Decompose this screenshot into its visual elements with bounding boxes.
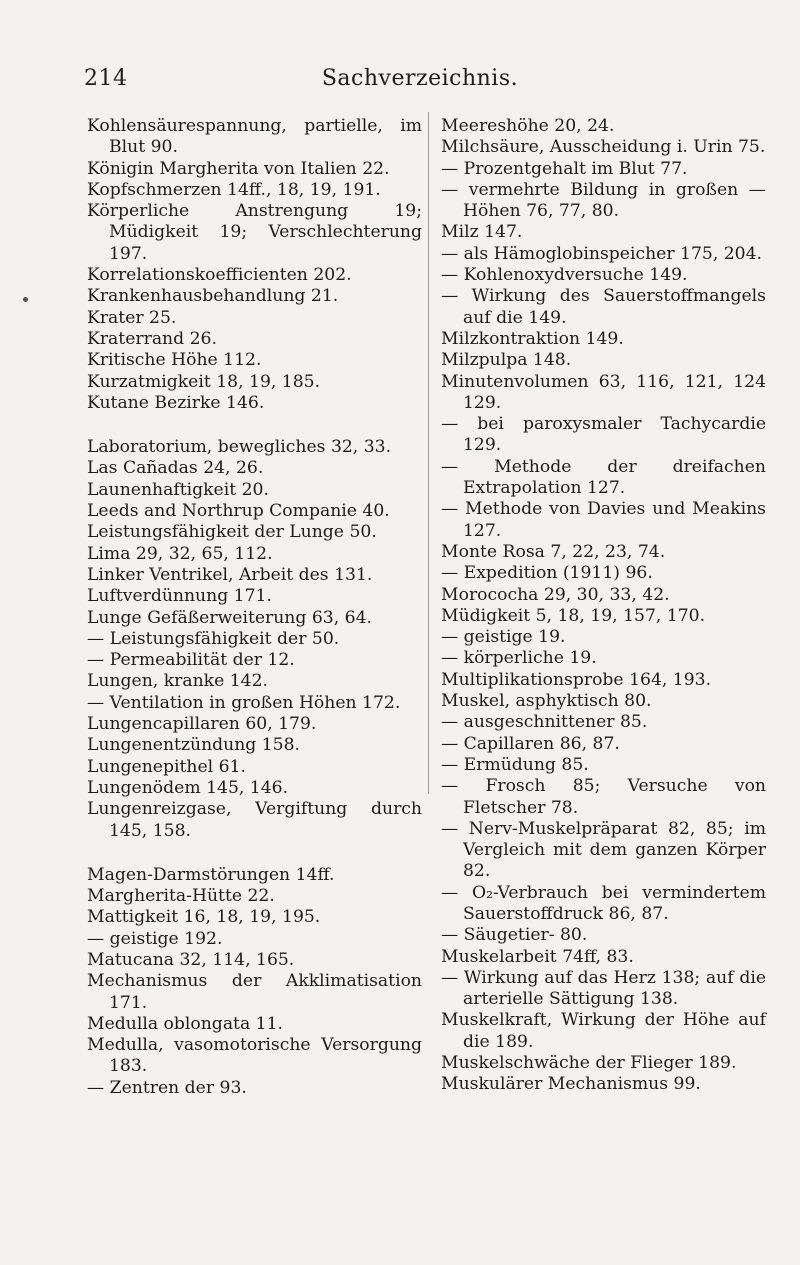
index-entry: — Zentren der 93. <box>87 1077 247 1098</box>
index-entry: Launenhaftigkeit 20. <box>87 479 269 500</box>
index-entry: — Prozentgehalt im Blut 77. <box>441 158 688 179</box>
index-entry: — Kohlenoxydversuche 149. <box>441 265 688 286</box>
index-entry: Mechanismus der Akklimatisation 171. <box>87 971 422 1013</box>
index-entry: Kopfschmerzen 14ff., 18, 19, 191. <box>87 179 381 200</box>
index-entry: — als Hämoglobinspeicher 175, 204. <box>441 243 763 264</box>
index-entry: — vermehrte Bildung in großen — Höhen 76, 77, 80. <box>441 179 766 222</box>
index-entry: Körperliche Anstrengung 19; Müdigkeit 19; Verschlechterung 197. <box>87 201 422 264</box>
index-entry: — Wirkung des Sauerstoffmangels auf die 149. <box>441 286 766 328</box>
index-entry: — Nerv-Muskelpräparat 82, 85; im Vergleich mit dem ganzen Körper 82. <box>441 818 766 882</box>
index-entry: Muskulärer Mechanismus 99. <box>441 1074 701 1095</box>
index-entry: — Säugetier- 80. <box>441 925 588 946</box>
index-entry: Lungen, kranke 142. <box>87 671 268 692</box>
index-entry: Kurzatmigkeit 18, 19, 185. <box>87 371 321 392</box>
index-column-right <box>441 116 766 1096</box>
index-entry: Lima 29, 32, 65, 112. <box>87 543 273 564</box>
index-entry: — Wirkung auf das Herz 138; auf die arterielle Sättigung 138. <box>441 967 766 1010</box>
index-entry: Minutenvolumen 63, 116, 121, 124 129. <box>441 371 766 413</box>
index-entry: — Leistungsfähigkeit der 50. <box>87 628 340 649</box>
index-entry: Morococha 29, 30, 33, 42. <box>441 584 670 605</box>
index-entry: Lunge Gefäßerweiterung 63, 64. <box>87 607 372 628</box>
index-entry: — Frosch 85; Versuche von Fletscher 78. <box>441 776 766 818</box>
index-entry: Leistungsfähigkeit der Lunge 50. <box>87 522 377 543</box>
index-entry: Lungenreizgase, Vergiftung durch 145, 158. <box>87 799 422 841</box>
index-entry: — geistige 19. <box>441 627 566 648</box>
index-entry: Muskelschwäche der Flieger 189. <box>441 1053 737 1074</box>
index-entry: Muskel, asphyktisch 80. <box>441 691 652 712</box>
index-entry: Muskelarbeit 74ff, 83. <box>441 946 634 967</box>
page-number: 214 <box>84 66 128 91</box>
index-entry: Monte Rosa 7, 22, 23, 74. <box>441 541 666 562</box>
index-entry: — Ventilation in großen Höhen 172. <box>87 692 401 713</box>
index-entry: Milchsäure, Ausscheidung i. Urin 75. <box>441 137 766 158</box>
index-entry: Medulla, vasomotorische Versorgung 183. <box>87 1035 422 1077</box>
index-entry: Kohlensäurespannung, partielle, im Blut 90. <box>87 116 422 158</box>
index-entry: Margherita-Hütte 22. <box>87 886 275 907</box>
index-entry: Müdigkeit 5, 18, 19, 157, 170. <box>441 605 706 626</box>
index-entry: Milz 147. <box>441 222 523 243</box>
index-entry: Muskelkraft, Wirkung der Höhe auf die 189. <box>441 1010 766 1052</box>
index-entry: — Capillaren 86, 87. <box>441 733 620 754</box>
index-entry: — Methode der dreifachen Extrapolation 127. <box>441 456 766 499</box>
index-entry: Meereshöhe 20, 24. <box>441 116 615 136</box>
index-entry: Lungenödem 145, 146. <box>87 777 289 798</box>
index-entry: Kutane Bezirke 146. <box>87 392 265 413</box>
index-entry: Königin Margherita von Italien 22. <box>87 158 390 179</box>
index-entry: Laboratorium, bewegliches 32, 33. <box>87 437 392 458</box>
index-entry: Milzpulpa 148. <box>441 350 572 371</box>
index-entry: Milzkontraktion 149. <box>441 328 624 349</box>
index-entry: Luftverdünnung 171. <box>87 586 272 607</box>
index-entry: Lungenentzündung 158. <box>87 735 301 756</box>
index-entry: Medulla oblongata 11. <box>87 1013 284 1034</box>
index-entry: — geistige 192. <box>87 928 223 949</box>
index-column-left <box>87 116 422 1099</box>
index-entry: — ausgeschnittener 85. <box>441 712 648 733</box>
index-entry: — bei paroxysmaler Tachycardie 129. <box>441 414 766 456</box>
index-entry: Krankenhausbehandlung 21. <box>87 286 339 307</box>
index-entry: — Permeabilität der 12. <box>87 650 295 671</box>
index-entry: Korrelationskoefficienten 202. <box>87 265 352 286</box>
index-entry: Kritische Höhe 112. <box>87 350 262 371</box>
index-entry: Matucana 32, 114, 165. <box>87 949 295 970</box>
index-entry: — körperliche 19. <box>441 648 597 669</box>
index-entry: — O₂-Verbrauch bei vermindertem Sauerstoffdruck 86, 87. <box>441 882 766 924</box>
index-entry: — Methode von Davies und Meakins 127. <box>441 499 766 541</box>
index-entry: Lungencapillaren 60, 179. <box>87 714 317 735</box>
index-entry: — Ermüdung 85. <box>441 754 589 775</box>
index-entry: Linker Ventrikel, Arbeit des 131. <box>87 564 373 585</box>
index-entry: Kraterrand 26. <box>87 328 217 349</box>
index-entry: Leeds and Northrup Companie 40. <box>87 501 390 522</box>
column-divider <box>428 112 429 794</box>
index-entry: Magen-Darmstörungen 14ff. <box>87 864 335 885</box>
index-entry: Lungenepithel 61. <box>87 756 246 777</box>
index-entry: Las Cañadas 24, 26. <box>87 458 264 479</box>
index-entry: — Expedition (1911) 96. <box>441 563 653 584</box>
margin-speck <box>23 297 28 302</box>
index-entry: Krater 25. <box>87 307 177 328</box>
index-entry: Multiplikationsprobe 164, 193. <box>441 669 712 690</box>
running-title: Sachverzeichnis. <box>321 66 519 91</box>
index-entry: Mattigkeit 16, 18, 19, 195. <box>87 907 321 928</box>
